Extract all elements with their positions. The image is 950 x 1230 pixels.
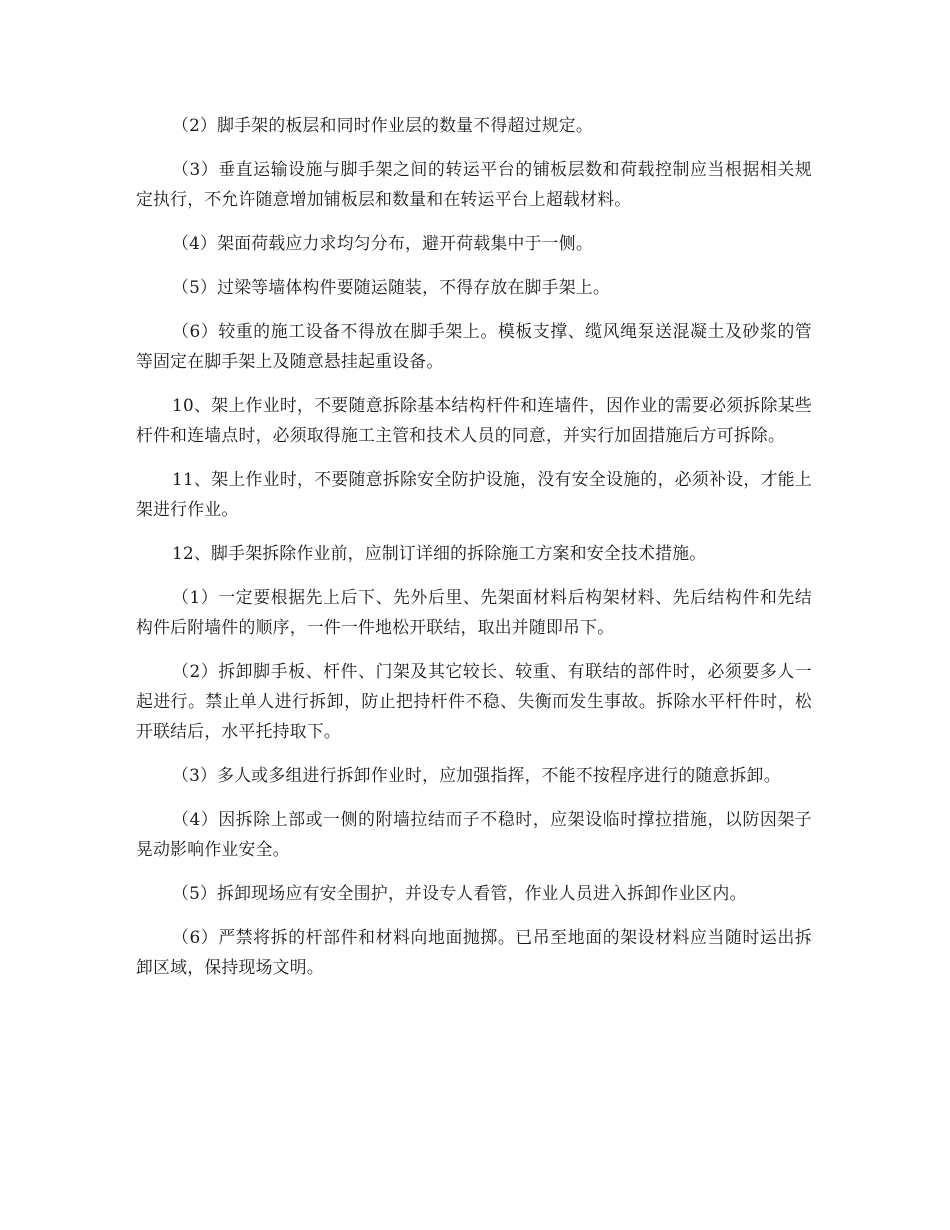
paragraph: （3）垂直运输设施与脚手架之间的转运平台的铺板层数和荷载控制应当根据相关规定执行，不允许随意增加铺板层和数量和在转运平台上超载材料。 [136,159,812,209]
paragraph: （6）较重的施工设备不得放在脚手架上。模板支撑、缆风绳泵送混凝土及砂浆的管等固定在脚手架上及随意悬挂起重设备。 [136,321,812,371]
document-body [136,110,812,996]
paragraph: （5）拆卸现场应有安全围护，并设专人看管，作业人员进入拆卸作业区内。 [172,883,747,903]
paragraph: （2）脚手架的板层和同时作业层的数量不得超过规定。 [172,115,593,135]
paragraph: （5）过梁等墙体构件要随运随装，不得存放在脚手架上。 [172,277,611,297]
paragraph: （6）严禁将拆的杆部件和材料向地面抛掷。已吊至地面的架设材料应当随时运出拆卸区域，保持现场文明。 [136,927,812,977]
paragraph: 11、架上作业时，不要随意拆除安全防护设施，没有安全设施的，必须补设，才能上架进行作业。 [136,469,812,519]
paragraph: （3）多人或多组进行拆卸作业时，应加强指挥，不能不按程序进行的随意拆卸。 [172,765,781,785]
paragraph: （2）拆卸脚手板、杆件、门架及其它较长、较重、有联结的部件时，必须要多人一起进行。禁止单人进行拆卸，防止把持杆件不稳、失衡而发生事故。拆除水平杆件时，松开联结后，水平托持取下。 [136,661,812,741]
paragraph: （4）因拆除上部或一侧的附墙拉结而子不稳时，应架设临时撑拉措施，以防因架子晃动影响作业安全。 [136,809,812,859]
paragraph: 10、架上作业时，不要随意拆除基本结构杆件和连墙件，因作业的需要必须拆除某些杆件和连墙点时，必须取得施工主管和技术人员的同意，并实行加固措施后方可拆除。 [136,395,812,445]
paragraph: 12、脚手架拆除作业前，应制订详细的拆除施工方案和安全技术措施。 [172,543,707,563]
paragraph: （1）一定要根据先上后下、先外后里、先架面材料后构架材料、先后结构件和先结构件后附墙件的顺序，一件一件地松开联结，取出并随即吊下。 [136,587,812,637]
paragraph: （4）架面荷载应力求均匀分布，避开荷载集中于一侧。 [172,233,593,253]
